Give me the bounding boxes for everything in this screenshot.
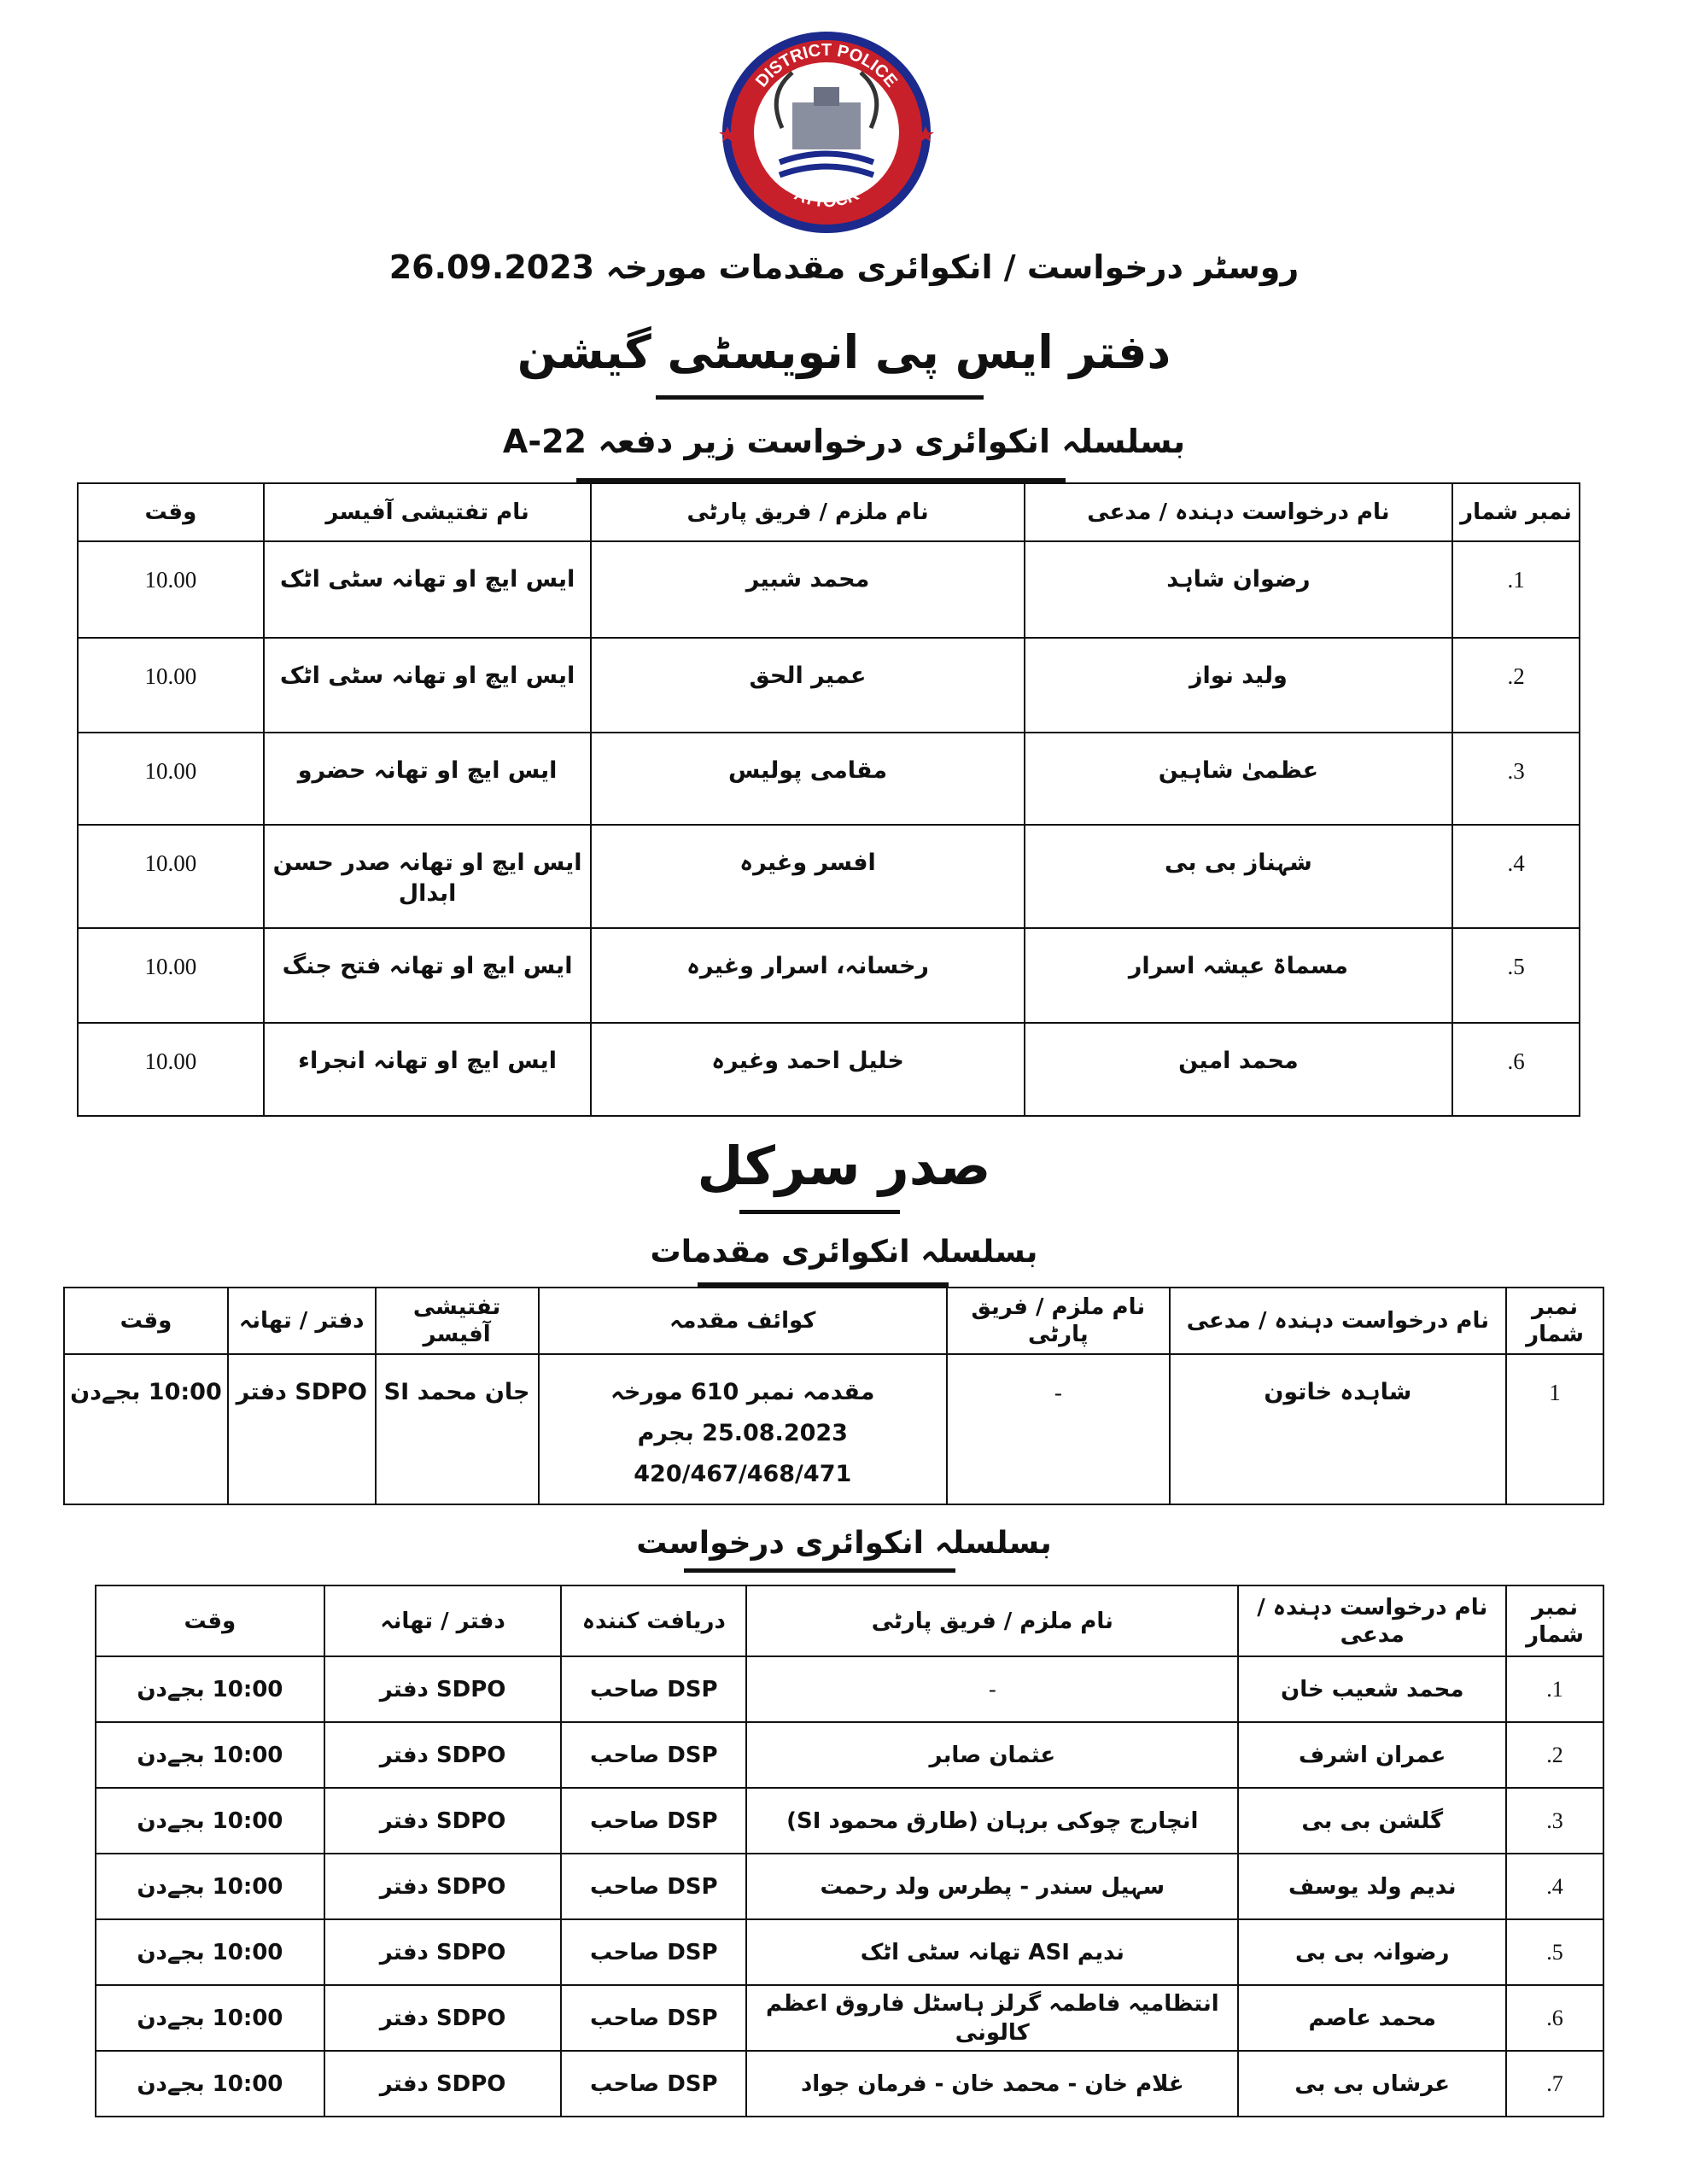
section3-underline xyxy=(684,1568,955,1573)
table-cell: 10.00 xyxy=(78,1023,264,1116)
table-row xyxy=(96,1919,1603,1985)
table-header-row xyxy=(64,1288,1603,1354)
table-cell: محمد شعیب خان xyxy=(1238,1656,1506,1722)
table-cell: - xyxy=(746,1656,1238,1722)
table-cell: مقامی پولیس xyxy=(591,733,1024,825)
table-cell: 10.00 xyxy=(78,638,264,733)
circle-title: صدر سرکل xyxy=(697,1135,991,1197)
table-cell: شہناز بی بی xyxy=(1025,825,1452,928)
logo-bottom-text: ATTOCK xyxy=(791,184,862,212)
table-cell: 6. xyxy=(1452,1023,1580,1116)
table-row xyxy=(96,1788,1603,1854)
table-cell: 10.00 xyxy=(78,733,264,825)
office-title-underline xyxy=(656,395,984,400)
table-cell: انتظامیہ فاطمہ گرلز ہاسٹل فاروق اعظم کالونی xyxy=(746,1985,1238,2051)
table-cell: عمیر الحق xyxy=(591,638,1024,733)
column-header: نام درخواست دہندہ / مدعی xyxy=(1025,483,1452,541)
table-cell: DSP صاحب xyxy=(561,1722,746,1788)
table-cell: SDPO دفتر xyxy=(324,1919,562,1985)
table-row xyxy=(78,928,1580,1023)
table-cell: 6. xyxy=(1506,1985,1603,2051)
table-cell: سہیل سندر - پطرس ولد رحمت xyxy=(746,1854,1238,1919)
table-cell: SDPO دفتر xyxy=(324,1656,562,1722)
table-cell: ندیم ولد یوسف xyxy=(1238,1854,1506,1919)
table-cell: مقدمہ نمبر 610 مورخہ 25.08.2023 بجرم 420/467/468/471 xyxy=(539,1354,948,1504)
column-header: نمبر شمار xyxy=(1506,1585,1603,1656)
table-cell: SDPO دفتر xyxy=(324,1788,562,1854)
table-cell: 5. xyxy=(1452,928,1580,1023)
column-header: وقت xyxy=(96,1585,324,1656)
table-cell: SDPO دفتر xyxy=(324,2051,562,2117)
table-header-row xyxy=(96,1585,1603,1656)
table-row xyxy=(96,1722,1603,1788)
table-cell: غلام خان - محمد خان - فرمان جواد xyxy=(746,2051,1238,2117)
table-cell: انچارج چوکی برہان (طارق محمود SI) xyxy=(746,1788,1238,1854)
column-header: وقت xyxy=(64,1288,228,1354)
column-header: کوائف مقدمہ xyxy=(539,1288,948,1354)
table-cell: رضوان شاہد xyxy=(1025,541,1452,638)
table-cell: 1. xyxy=(1506,1656,1603,1722)
table-header-row xyxy=(78,483,1580,541)
column-header: نمبر شمار xyxy=(1506,1288,1603,1354)
table-cell: عظمیٰ شاہین xyxy=(1025,733,1452,825)
table-cell: DSP صاحب xyxy=(561,1788,746,1854)
section3-title: بسلسلہ انکوائری درخواست xyxy=(636,1526,1052,1561)
table-cell: 2. xyxy=(1506,1722,1603,1788)
table-cell: 10:00 بجےدن xyxy=(96,2051,324,2117)
table-cell: شاہدہ خاتون xyxy=(1170,1354,1506,1504)
table-cell: 10.00 xyxy=(78,825,264,928)
column-header: نام ملزم / فریق پارٹی xyxy=(591,483,1024,541)
table-cell: 10:00 بجےدن xyxy=(96,1985,324,2051)
table-row xyxy=(96,1985,1603,2051)
table-cell: ایس ایچ او تھانہ صدر حسن ابدال xyxy=(264,825,592,928)
table-cell: 10:00 بجےدن xyxy=(64,1354,228,1504)
table-cell: مسماۃ عیشہ اسرار xyxy=(1025,928,1452,1023)
column-header: نمبر شمار xyxy=(1452,483,1580,541)
column-header: نام تفتیشی آفیسر xyxy=(264,483,592,541)
table-row xyxy=(78,825,1580,928)
table-cell: SDPO دفتر xyxy=(324,1985,562,2051)
table-application-inquiries xyxy=(95,1585,1604,2117)
section1-title: بسلسلہ انکوائری درخواست زیر دفعہ 22-A xyxy=(502,423,1186,460)
table-cell: 10:00 بجےدن xyxy=(96,1788,324,1854)
column-header: وقت xyxy=(78,483,264,541)
roster-title: روسٹر درخواست / انکوائری مقدمات مورخہ 26.09.2023 xyxy=(388,248,1300,286)
table-cell: محمد امین xyxy=(1025,1023,1452,1116)
table-cell: 10.00 xyxy=(78,541,264,638)
table-cell: 4. xyxy=(1452,825,1580,928)
table-cell: عثمان صابر xyxy=(746,1722,1238,1788)
column-header: دفتر / تھانہ xyxy=(228,1288,376,1354)
table-row xyxy=(96,1656,1603,1722)
table-row xyxy=(64,1354,1603,1504)
table-cell: SDPO دفتر xyxy=(324,1722,562,1788)
circle-title-underline xyxy=(739,1210,900,1214)
table-cell: 4. xyxy=(1506,1854,1603,1919)
column-header: نام درخواست دہندہ / مدعی xyxy=(1238,1585,1506,1656)
table-row xyxy=(78,638,1580,733)
table-cell: ایس ایچ او تھانہ انجراء xyxy=(264,1023,592,1116)
table-cell: ایس ایچ او تھانہ سٹی اٹک xyxy=(264,541,592,638)
table-cell: گلشن بی بی xyxy=(1238,1788,1506,1854)
column-header: دریافت کنندہ xyxy=(561,1585,746,1656)
table-cell: 10:00 بجےدن xyxy=(96,1854,324,1919)
section2-title: بسلسلہ انکوائری مقدمات xyxy=(650,1235,1038,1270)
table-cell: 3. xyxy=(1452,733,1580,825)
office-title: دفتر ایس پی انویسٹی گیشن xyxy=(517,325,1171,379)
table-cell: محمد عاصم xyxy=(1238,1985,1506,2051)
table-cell: 5. xyxy=(1506,1919,1603,1985)
table-cell: عمران اشرف xyxy=(1238,1722,1506,1788)
table-case-inquiries xyxy=(63,1287,1604,1505)
table-cell: محمد شبیر xyxy=(591,541,1024,638)
column-header: نام ملزم / فریق پارٹی xyxy=(947,1288,1170,1354)
table-cell: SDPO دفتر xyxy=(228,1354,376,1504)
table-cell: 2. xyxy=(1452,638,1580,733)
column-header: نام ملزم / فریق پارٹی xyxy=(746,1585,1238,1656)
table-cell: DSP صاحب xyxy=(561,1985,746,2051)
table-cell: عرشاں بی بی xyxy=(1238,2051,1506,2117)
table-cell: 10.00 xyxy=(78,928,264,1023)
logo-top-text: DISTRICT POLICE xyxy=(752,40,902,91)
table-cell: ایس ایچ او تھانہ حضرو xyxy=(264,733,592,825)
table-cell: DSP صاحب xyxy=(561,1854,746,1919)
table-row xyxy=(96,1854,1603,1919)
table-cell: 1 xyxy=(1506,1354,1603,1504)
district-police-attock-logo xyxy=(716,26,937,239)
table-row xyxy=(78,733,1580,825)
table-cell: افسر وغیرہ xyxy=(591,825,1024,928)
table-cell: ایس ایچ او تھانہ فتح جنگ xyxy=(264,928,592,1023)
table-row xyxy=(96,2051,1603,2117)
table-cell: رخسانہ، اسرار وغیرہ xyxy=(591,928,1024,1023)
table-row xyxy=(78,1023,1580,1116)
table-cell: خلیل احمد وغیرہ xyxy=(591,1023,1024,1116)
table-cell: DSP صاحب xyxy=(561,1919,746,1985)
table-cell: 7. xyxy=(1506,2051,1603,2117)
table-cell: ایس ایچ او تھانہ سٹی اٹک xyxy=(264,638,592,733)
table-22a-applications xyxy=(77,482,1580,1117)
column-header: دفتر / تھانہ xyxy=(324,1585,562,1656)
table-cell: 10:00 بجےدن xyxy=(96,1656,324,1722)
table-cell: - xyxy=(947,1354,1170,1504)
table-cell: جان محمد SI xyxy=(376,1354,539,1504)
table-cell: رضوانہ بی بی xyxy=(1238,1919,1506,1985)
table-row xyxy=(78,541,1580,638)
column-header: تفتیشی آفیسر xyxy=(376,1288,539,1354)
table-cell: 10:00 بجےدن xyxy=(96,1919,324,1985)
table-cell: 3. xyxy=(1506,1788,1603,1854)
table-cell: DSP صاحب xyxy=(561,1656,746,1722)
table-cell: ولید نواز xyxy=(1025,638,1452,733)
column-header: نام درخواست دہندہ / مدعی xyxy=(1170,1288,1506,1354)
table-cell: 1. xyxy=(1452,541,1580,638)
table-cell: ندیم ASI تھانہ سٹی اٹک xyxy=(746,1919,1238,1985)
table-cell: SDPO دفتر xyxy=(324,1854,562,1919)
table-cell: 10:00 بجےدن xyxy=(96,1722,324,1788)
table-cell: DSP صاحب xyxy=(561,2051,746,2117)
